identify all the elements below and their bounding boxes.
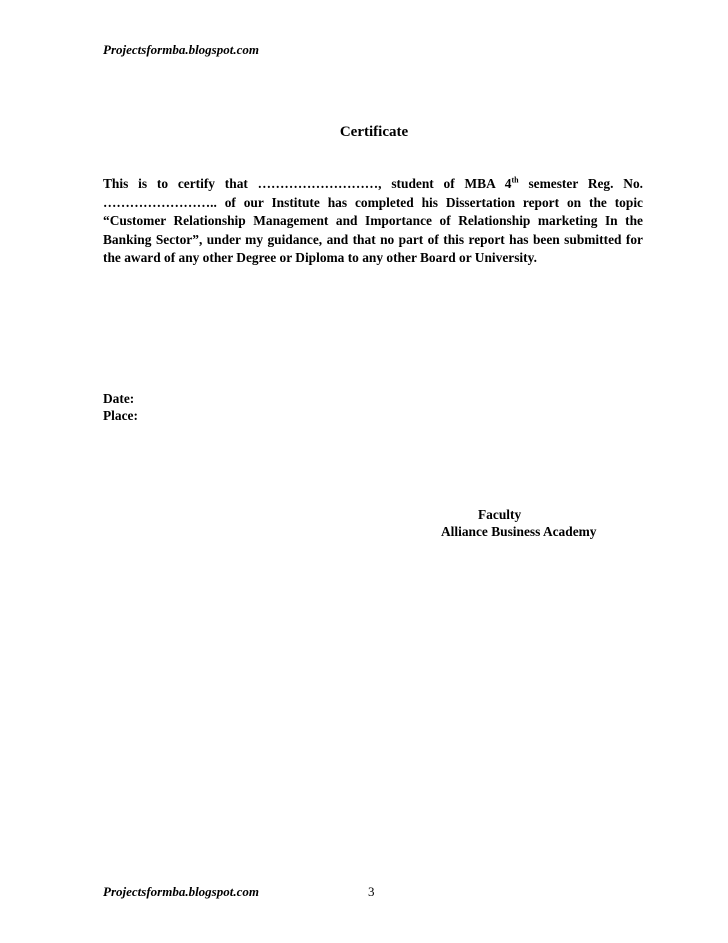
certificate-body <box>103 175 643 268</box>
date-label: Date: <box>103 391 135 406</box>
signature-role: Faculty <box>478 507 522 522</box>
signature-block <box>441 506 597 540</box>
page-title: Certificate <box>339 124 409 140</box>
date-place-block <box>103 390 138 424</box>
place-label: Place: <box>103 408 138 423</box>
header-site-name: Projectsformba.blogspot.com <box>103 42 259 57</box>
page-number: 3 <box>368 884 375 899</box>
signature-institution: Alliance Business Academy <box>441 524 597 539</box>
certificate-body-superscript: th <box>511 175 519 185</box>
footer-site-name: Projectsformba.blogspot.com <box>103 884 259 899</box>
certificate-body-part2: semester Reg. No. …………………….. of our Institute has completed his Dissertation report on the topic “Customer Relationship Management and Importance of Relationship marketing In the Banking Sector”, under my guidance, and that no part of this report has been submitted for the award of any other Degree or Diploma to any other Board or University. <box>103 176 643 265</box>
certificate-body-part1: This is to certify that ………………………, student of MBA 4 <box>103 176 512 191</box>
